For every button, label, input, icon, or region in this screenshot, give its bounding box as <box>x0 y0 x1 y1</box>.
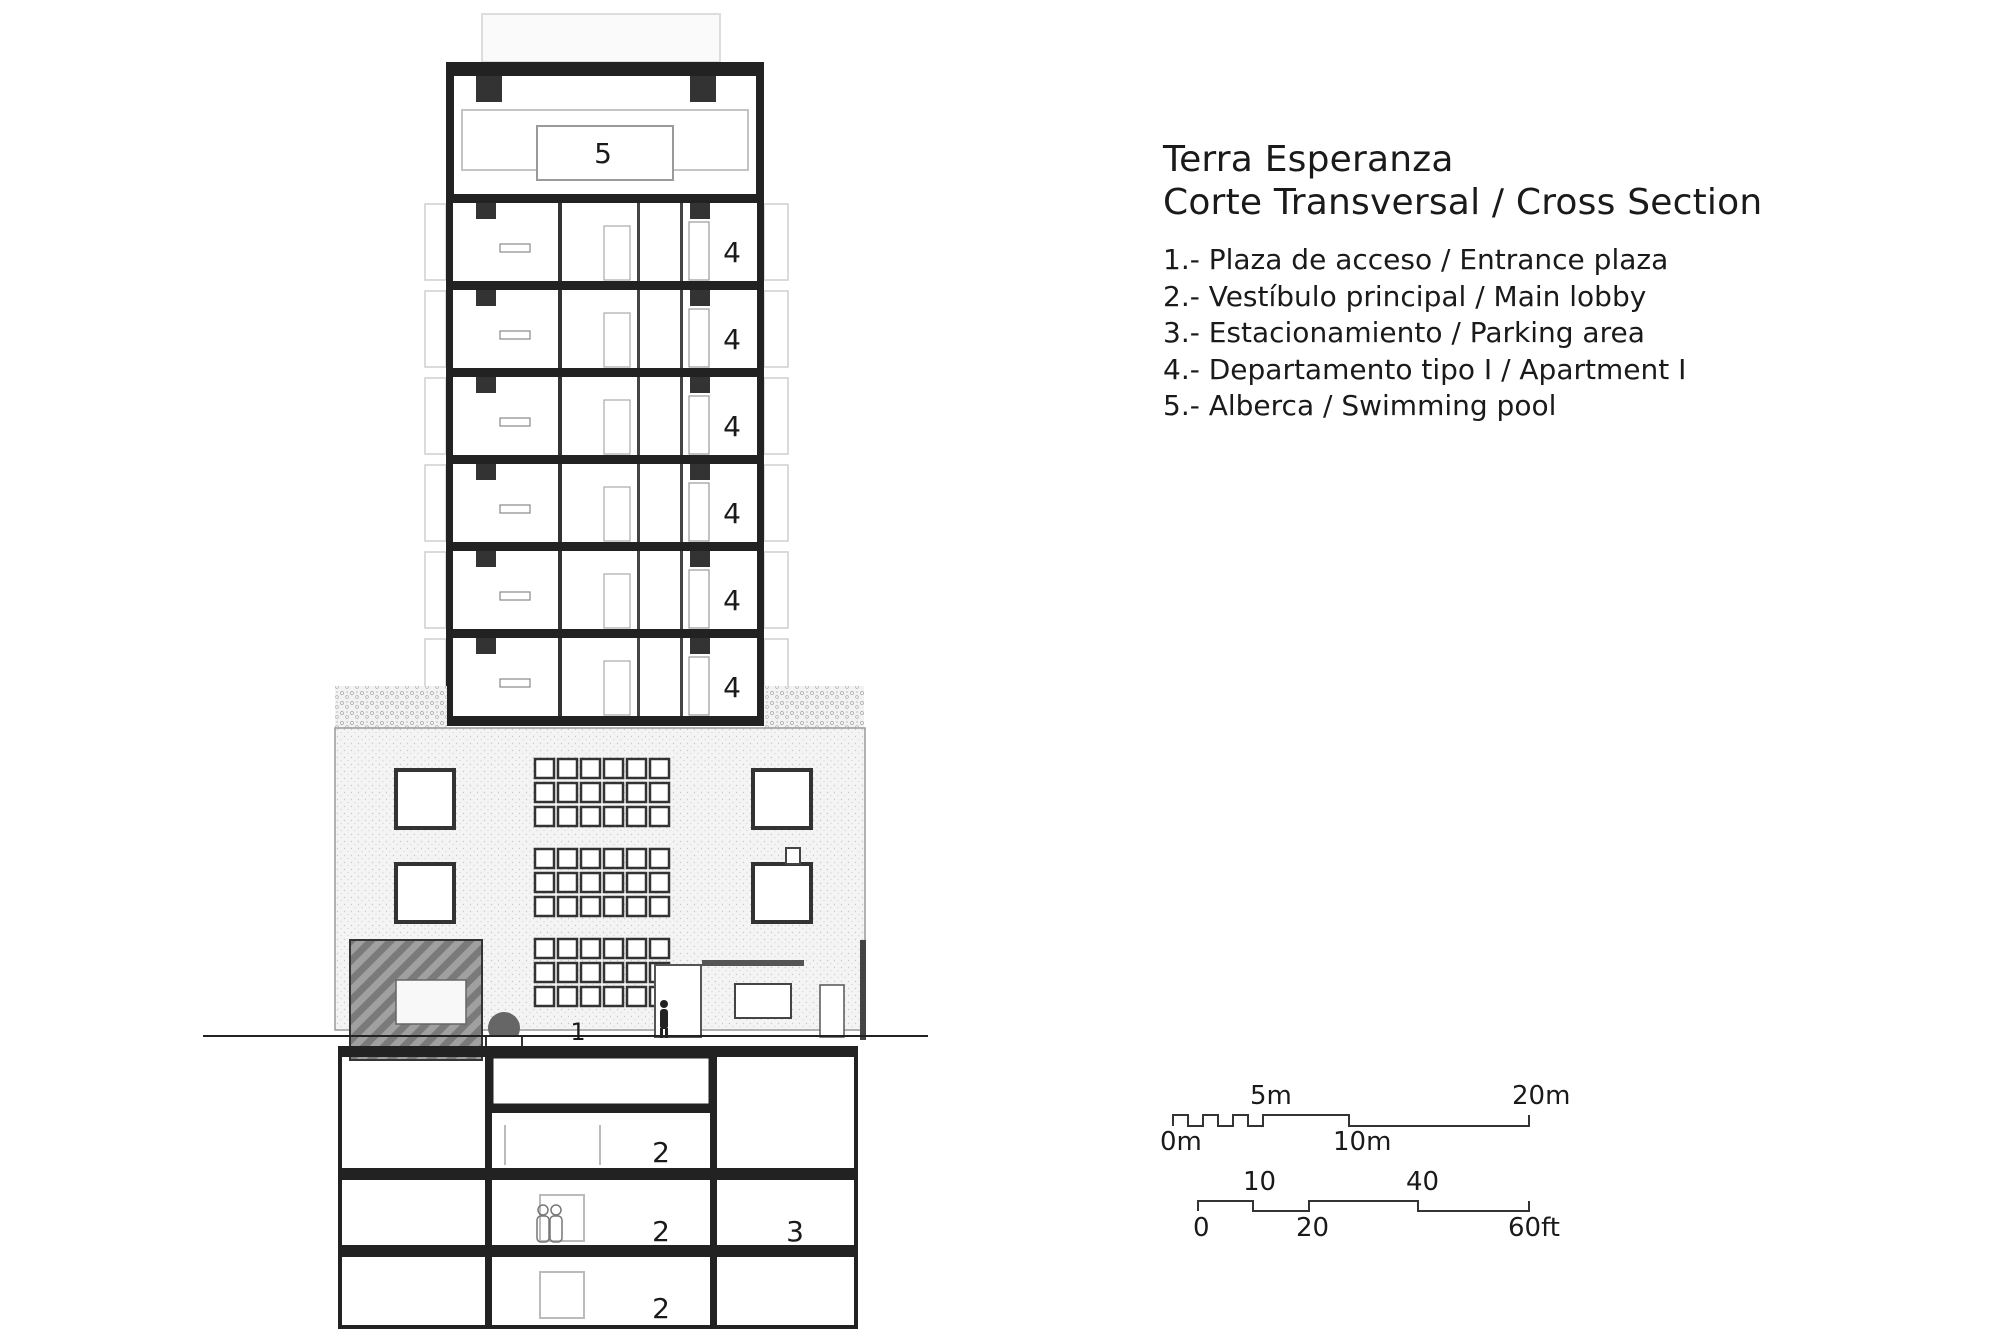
partition-wall <box>680 203 683 281</box>
beam-left <box>476 203 496 219</box>
partition-wall <box>637 638 640 716</box>
wardrobe <box>689 483 709 541</box>
parking-room-label: 3 <box>786 1215 804 1248</box>
lattice-cell <box>535 963 554 982</box>
scale-label-60ft: 60ft <box>1508 1213 1560 1243</box>
lattice-cell <box>558 963 577 982</box>
legend-item-parking: 3.- Estacionamiento / Parking area <box>1163 316 1645 349</box>
partition-wall <box>637 551 640 629</box>
partition-wall <box>558 203 562 281</box>
lattice-cell <box>627 783 646 802</box>
facade-wall-left <box>446 542 453 629</box>
balcony-right <box>764 204 788 280</box>
wardrobe <box>689 657 709 715</box>
lobby-upper-slab <box>485 1105 717 1113</box>
legend-item-apartment: 4.- Departamento tipo I / Apartment I <box>1163 352 1687 386</box>
lattice-cell <box>627 873 646 892</box>
lattice-cell <box>604 783 623 802</box>
facade-wall-right <box>757 455 764 542</box>
legend-item-lobby: 2.- Vestíbulo principal / Main lobby <box>1163 279 1647 313</box>
lattice-cell <box>558 759 577 778</box>
lattice-cell <box>604 873 623 892</box>
facade-wall-right <box>757 281 764 368</box>
garage-opening <box>396 980 466 1024</box>
pool-beam-left <box>476 76 502 102</box>
lattice-cell <box>627 897 646 916</box>
door-leaf <box>604 400 630 454</box>
facade-wall-right <box>757 194 764 281</box>
lattice-cell <box>535 849 554 868</box>
balcony-right <box>764 552 788 628</box>
lattice-cell <box>558 807 577 826</box>
right-parapet <box>860 940 866 1040</box>
partition-wall <box>558 290 562 368</box>
lattice-cell <box>558 939 577 958</box>
beam-left <box>476 638 496 654</box>
dining-table <box>500 244 530 252</box>
lattice-cell <box>558 897 577 916</box>
wardrobe <box>689 570 709 628</box>
lattice-cell <box>535 759 554 778</box>
lattice-cell <box>650 849 669 868</box>
lattice-cell <box>558 873 577 892</box>
lattice-cell <box>650 897 669 916</box>
lattice-cell <box>627 807 646 826</box>
partition-wall <box>637 290 640 368</box>
plaza-room-label: 1 <box>570 1018 586 1046</box>
lattice-cell <box>535 783 554 802</box>
facade-wall-left <box>446 629 453 716</box>
project-name: Terra Esperanza <box>1163 139 1454 180</box>
rooftop-pergola <box>482 14 720 62</box>
lattice-cell <box>558 987 577 1006</box>
beam-mid <box>690 638 710 654</box>
drawing-title: Corte Transversal / Cross Section <box>1163 182 1763 223</box>
basement-levels <box>338 1018 858 1327</box>
pool-level-right-wall <box>756 62 764 194</box>
dining-table <box>500 505 530 513</box>
lattice-cell <box>604 987 623 1006</box>
door-leaf <box>604 313 630 367</box>
apartment-room-label: 4 <box>723 497 741 530</box>
floor-slab <box>446 542 764 551</box>
lattice-cell <box>627 939 646 958</box>
partition-wall <box>558 551 562 629</box>
partition-wall <box>637 203 640 281</box>
facade-wall-left <box>446 281 453 368</box>
lattice-cell <box>581 807 600 826</box>
scale-label-20m: 20m <box>1512 1081 1571 1111</box>
beam-mid <box>690 290 710 306</box>
facade-wall-left <box>446 194 453 281</box>
beam-mid <box>690 377 710 393</box>
facade-wall-right <box>757 368 764 455</box>
facade-box-cap <box>786 848 800 864</box>
apartment-room-label: 4 <box>723 323 741 356</box>
lattice-cell <box>535 897 554 916</box>
wardrobe <box>689 309 709 367</box>
partition-wall <box>680 290 683 368</box>
floor-slab <box>446 368 764 377</box>
scale-label-0m: 0m <box>1160 1127 1202 1157</box>
pavilion-canopy <box>702 960 804 966</box>
lattice-cell <box>581 873 600 892</box>
tower-base-slab <box>446 716 764 726</box>
wardrobe <box>689 396 709 454</box>
lattice-cell <box>535 987 554 1006</box>
facade-wall-right <box>757 542 764 629</box>
apartment-floor <box>425 455 788 542</box>
lattice-cell <box>650 873 669 892</box>
facade-wall-left <box>446 455 453 542</box>
apartment-room-label: 4 <box>723 410 741 443</box>
apartment-floor <box>425 542 788 629</box>
balcony-right <box>764 378 788 454</box>
basement-slab-1 <box>338 1168 858 1180</box>
dining-table <box>500 418 530 426</box>
lattice-cell <box>581 939 600 958</box>
beam-left <box>476 551 496 567</box>
balcony-left <box>425 378 446 454</box>
lattice-cell <box>581 783 600 802</box>
lattice-cell <box>650 939 669 958</box>
rooftop-slab <box>446 62 764 76</box>
wardrobe <box>689 222 709 280</box>
partition-wall <box>680 377 683 455</box>
partition-wall <box>637 377 640 455</box>
drawing-legend <box>1163 138 1762 425</box>
lattice-cell <box>627 849 646 868</box>
dining-table <box>500 592 530 600</box>
scale-label-5m: 5m <box>1250 1081 1292 1111</box>
door-leaf <box>604 661 630 715</box>
apartment-room-label: 4 <box>723 671 741 704</box>
lattice-cell <box>604 759 623 778</box>
partition-wall <box>680 464 683 542</box>
lattice-cell <box>604 807 623 826</box>
partition-wall <box>637 464 640 542</box>
door-leaf <box>604 226 630 280</box>
balcony-left <box>425 465 446 541</box>
lattice-cell <box>581 759 600 778</box>
rooftop-pool-level <box>446 14 764 194</box>
apartment-room-label: 4 <box>723 584 741 617</box>
lattice-cell <box>650 759 669 778</box>
pool-level-left-wall <box>446 62 454 194</box>
pool-room-label: 5 <box>594 137 612 170</box>
scale-label-10ft: 10 <box>1243 1167 1277 1197</box>
lobby-label-level-3: 2 <box>652 1292 670 1325</box>
legend-item-pool: 5.- Alberca / Swimming pool <box>1163 389 1557 422</box>
facade-wall-left <box>446 368 453 455</box>
metric-scale-bar <box>1173 1115 1529 1126</box>
beam-mid <box>690 551 710 567</box>
imperial-scale-bar <box>1198 1201 1529 1211</box>
beam-mid <box>690 203 710 219</box>
facade-box-window-top-left <box>396 770 454 828</box>
podium-garden-left <box>335 686 447 728</box>
lattice-cell <box>558 783 577 802</box>
partition-wall <box>558 638 562 716</box>
dining-table <box>500 679 530 687</box>
balcony-left <box>425 291 446 367</box>
facade-wall-right <box>757 629 764 716</box>
lattice-cell <box>627 759 646 778</box>
floor-slab <box>446 455 764 464</box>
lattice-cell <box>535 873 554 892</box>
balcony-right <box>764 291 788 367</box>
lattice-cell <box>604 939 623 958</box>
apartment-floor <box>425 368 788 455</box>
door-leaf <box>604 574 630 628</box>
lattice-cell <box>627 987 646 1006</box>
lobby-label-level-1: 2 <box>652 1136 670 1169</box>
beam-mid <box>690 464 710 480</box>
lattice-cell <box>558 849 577 868</box>
lattice-cell <box>581 987 600 1006</box>
lattice-cell <box>627 963 646 982</box>
partition-wall <box>558 464 562 542</box>
lattice-cell <box>581 963 600 982</box>
balcony-right <box>764 465 788 541</box>
scale-label-10m: 10m <box>1333 1127 1392 1157</box>
pool-beam-center <box>690 76 716 102</box>
partition-wall <box>680 551 683 629</box>
lattice-cell <box>581 897 600 916</box>
partition-wall <box>680 638 683 716</box>
balcony-left <box>425 552 446 628</box>
lattice-cell <box>535 939 554 958</box>
apartment-floor <box>425 281 788 368</box>
basement-slab-2 <box>338 1245 858 1257</box>
door-leaf <box>604 487 630 541</box>
side-door <box>820 985 844 1037</box>
scale-label-0ft: 0 <box>1193 1213 1210 1243</box>
scale-label-20ft: 20 <box>1296 1213 1330 1243</box>
pavilion-window <box>735 984 791 1018</box>
beam-left <box>476 377 496 393</box>
lobby-label-level-2: 2 <box>652 1215 670 1248</box>
tower-apartment-floors <box>425 194 788 726</box>
apartment-floor <box>425 629 788 716</box>
balcony-left <box>425 204 446 280</box>
lattice-cell <box>604 963 623 982</box>
lattice-cell <box>650 807 669 826</box>
elevator-door-bottom <box>540 1272 584 1318</box>
partition-wall <box>558 377 562 455</box>
floor-slab <box>446 281 764 290</box>
apartment-room-label: 4 <box>723 236 741 269</box>
facade-box-window-mid-left <box>396 864 454 922</box>
beam-left <box>476 464 496 480</box>
lattice-cell <box>604 897 623 916</box>
floor-slab <box>446 629 764 638</box>
lobby-upper-void <box>492 1057 710 1105</box>
scale-label-40ft: 40 <box>1406 1167 1440 1197</box>
lattice-cell <box>535 807 554 826</box>
beam-left <box>476 290 496 306</box>
lattice-cell <box>581 849 600 868</box>
legend-item-plaza: 1.- Plaza de acceso / Entrance plaza <box>1163 243 1669 276</box>
floor-slab <box>446 194 764 203</box>
legend-list <box>1163 242 1762 425</box>
podium-garden-right <box>764 686 864 728</box>
apartment-floor <box>425 194 788 281</box>
lattice-cell <box>650 783 669 802</box>
podium-facade <box>335 728 866 1060</box>
facade-box-window-top-right <box>753 770 811 828</box>
dining-table <box>500 331 530 339</box>
facade-box-window-mid-right <box>753 864 811 922</box>
lattice-cell <box>604 849 623 868</box>
